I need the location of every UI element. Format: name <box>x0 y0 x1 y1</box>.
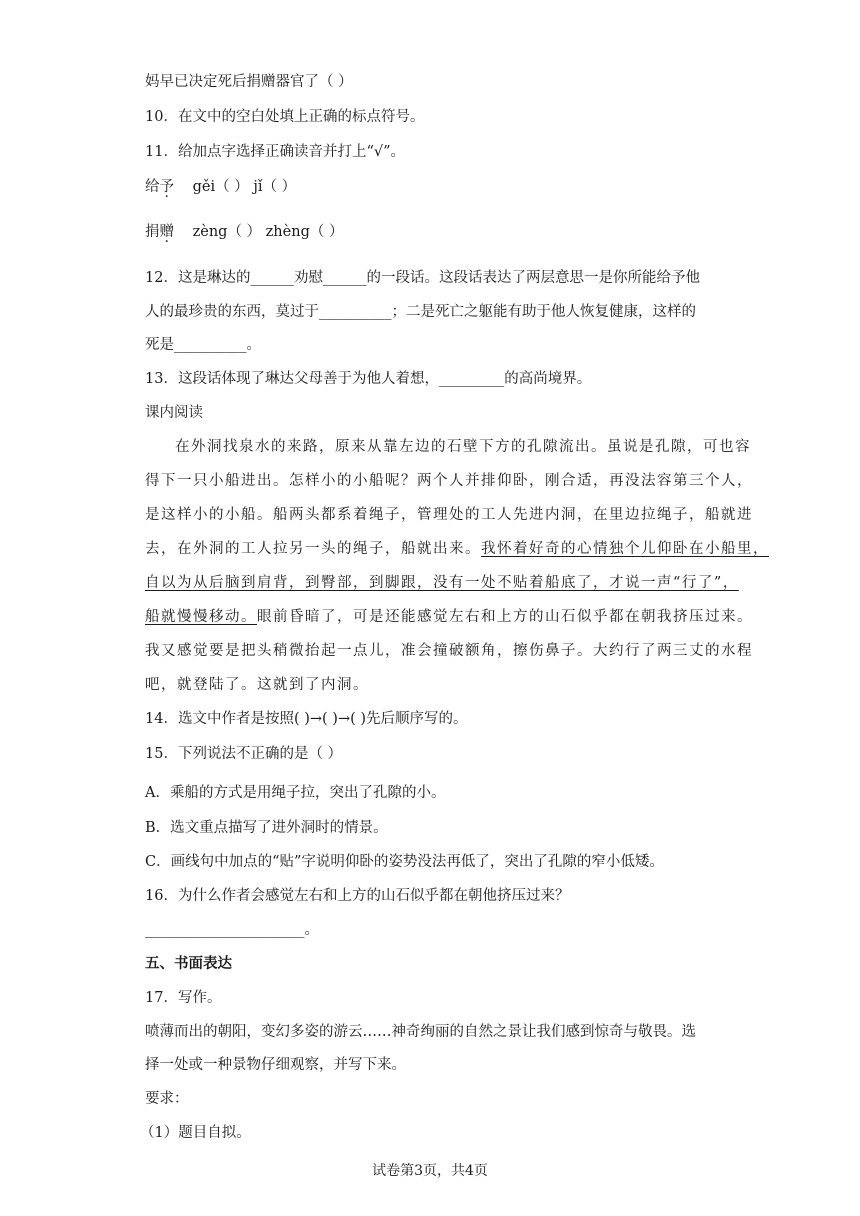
question-12-line-1: 12．这是琳达的______劝慰______的一段话。这段话表达了两层意思一是你所能给予他 <box>145 270 700 286</box>
word-juanzeng: 捐赠 <box>145 224 174 240</box>
option-b: B．选文重点描写了进外洞时的情景。 <box>145 820 388 836</box>
passage-line-2: 得下一只小船进出。怎样小的小船呢？两个人并排仰卧，刚合适，再没法容第三个人， <box>145 473 753 489</box>
question-16-answer-line: ______________________。 <box>145 922 319 938</box>
word-jiyu: 给予 <box>145 179 174 195</box>
section-5-heading: 五、书面表达 <box>145 955 232 972</box>
pinyin-options-b: zèng（ ） zhèng（ ） <box>192 224 344 240</box>
question-17: 17．写作。 <box>145 990 222 1006</box>
question-9-tail: 妈早已决定死后捐赠器官了（ ） <box>145 74 353 90</box>
passage-line-6: 船就慢慢移动。眼前昏暗了，可是还能感觉左右和上方的山石似乎都在朝我挤压过来。 <box>145 609 753 625</box>
option-c: C．画线句中加点的“贴”字说明仰卧的姿势没法再低了，突出了孔隙的窄小低矮。 <box>145 854 664 870</box>
pinyin-options-a: gěi（ ） jǐ（ ） <box>192 179 297 195</box>
question-17-prompt-2: 择一处或一种景物仔细观察，并写下来。 <box>145 1057 406 1073</box>
option-a: A．乘船的方式是用绳子拉，突出了孔隙的小。 <box>145 785 446 801</box>
question-13: 13．这段话体现了琳达父母善于为他人着想，_________的高尚境界。 <box>145 371 592 387</box>
question-12-line-3: 死是__________。 <box>145 337 261 353</box>
underlined-sentence: 我怀着好奇的心情独个儿仰卧在小船里， <box>481 541 769 557</box>
passage-line-8: 吧，就登陆了。这就到了内洞。 <box>145 677 369 693</box>
passage-line-5: 自以为从后脑到肩背，到臀部，到脚跟，没有一处不贴着船底了，才说一声“行了”， <box>145 575 739 591</box>
question-14: 14．选文中作者是按照( )→( )→( )先后顺序写的。 <box>145 711 468 727</box>
question-11-item-a <box>145 177 296 197</box>
question-11-item-b <box>145 222 343 242</box>
passage-line-1: 在外洞找泉水的来路，原来从靠左边的石壁下方的孔隙流出。虽说是孔隙，可也容 <box>175 439 751 455</box>
question-15: 15．下列说法不正确的是（ ） <box>145 746 343 762</box>
passage-line-3: 是这样小的小船。船两头都系着绳子，管理处的工人先进内洞，在里边拉绳子，船就进 <box>145 507 753 523</box>
requirements-label: 要求： <box>145 1091 189 1107</box>
requirement-1: （1）题目自拟。 <box>140 1125 251 1141</box>
question-17-prompt-1: 喷薄而出的朝阳，变幻多姿的游云……神奇绚丽的自然之景让我们感到惊奇与敬畏。选 <box>145 1024 696 1040</box>
question-11: 11．给加点字选择正确读音并打上“√”。 <box>145 144 406 160</box>
page-footer: 试卷第3页，共4页 <box>372 1163 488 1179</box>
question-16: 16．为什么作者会感觉左右和上方的山石似乎都在朝他挤压过来？ <box>145 888 570 904</box>
question-12-line-2: 人的最珍贵的东西，莫过于__________；二是死亡之躯能有助于他人恢复健康，这样的 <box>145 304 696 320</box>
question-10: 10．在文中的空白处填上正确的标点符号。 <box>145 109 425 125</box>
reading-heading: 课内阅读 <box>145 405 203 421</box>
passage-line-7: 我又感觉要是把头稍微抬起一点儿，准会撞破额角，擦伤鼻子。大约行了两三丈的水程 <box>145 643 753 659</box>
passage-line-4: 去，在外洞的工人拉另一头的绳子，船就出来。我怀着好奇的心情独个儿仰卧在小船里， <box>145 541 769 557</box>
